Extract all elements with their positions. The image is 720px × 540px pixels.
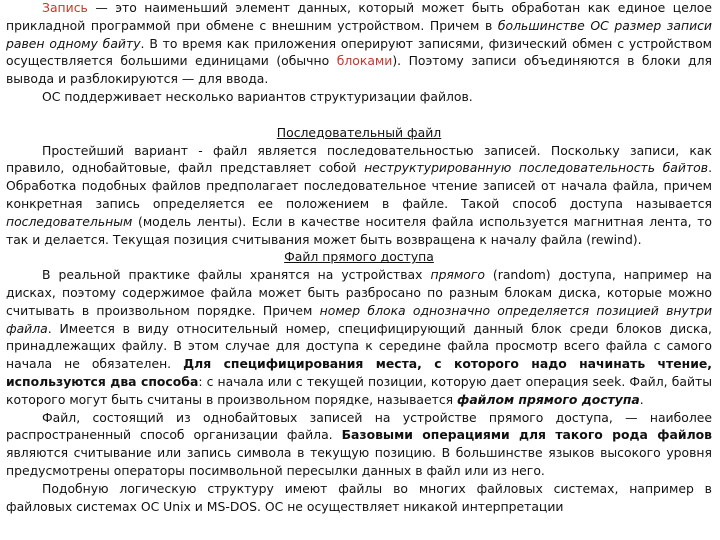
term-record: Запись (42, 0, 88, 15)
bold-italic-fragment: файлом прямого доступа (457, 391, 640, 407)
text-fragment: . Обработка подобных файлов предполагает последовательное чтение записей от начала файла, причем конкретная запись определяется ее положением в файле. Такой способ доступа называется (6, 160, 713, 211)
text-fragment: (random) доступа, например на дисках, поэтому содержимое файла может быть разбросано по разным блокам диска, которые можно считывать в произвольном порядке. Причем (6, 267, 712, 318)
blank-line (6, 106, 712, 124)
paragraph-record-definition (6, 0, 712, 88)
term-blocks: блоками (336, 53, 393, 69)
text-fragment: . В то время как приложения оперируют записями, физический обмен с устройством осуществляется большими единицами (обычно (6, 35, 712, 69)
text-fragment: Простейший вариант - файл является последовательностью записей. Поскольку записи, как правило, однобайтовые, файл представляет собой (6, 142, 712, 176)
text-fragment: являются считывание или запись символа в текущую позицию. В большинстве языков высокого уровня предусмотрены операторы посимвольной пересылки данных в файл или из него. (6, 445, 712, 478)
text-fragment: — это наименьший элемент данных, который может быть обработан как единое целое прикладной программой при обмене с внешним устройством. Причем в (6, 0, 712, 33)
paragraph-structuring: ОС поддерживает несколько вариантов структуризации файлов. (42, 88, 473, 104)
bold-fragment: Для специфицирования места, с которого надо начинать чтение, используются два способа (6, 356, 712, 389)
italic-fragment: неструктурированную последовательность байтов (364, 160, 709, 176)
italic-fragment: большинстве ОС размер записи равен одному байту (6, 17, 712, 51)
italic-fragment: номер блока однозначно определяется позицией внутри файла (6, 302, 712, 336)
paragraph-logical-structure: Подобную логическую структуру имеют файлы во многих файловых системах, например в файловых системах ОС Unix и MS-DOS. ОС не осуществляет никакой интерпретации (6, 480, 712, 514)
heading-sequential-file: Последовательный файл (276, 124, 442, 140)
text-fragment: : с начала или с текущей позиции, которую дает операция seek. Файл, байты которого могут быть считаны в произвольном порядке, называется (6, 373, 712, 407)
paragraph-byte-file (6, 409, 712, 480)
text-fragment: . (639, 391, 644, 407)
text-fragment: . Имеется в виду относительный номер, специфицирующий данный блок среди блоков диска, принадлежащих файлу. В этом случае для доступа к середине файла просмотр всего файла с самого начала не обязателен. (6, 320, 712, 372)
paragraph-sequential (6, 142, 712, 249)
text-fragment: (модель ленты). Если в качестве носителя файла используется магнитная лента, то так и делается. Текущая позиция считывания может быть возвращена к началу файла (rewind). (6, 213, 712, 247)
paragraph-direct-access (6, 266, 712, 408)
bold-fragment: Базовыми операциями для такого рода файлов (341, 427, 712, 443)
text-fragment: ). Поэтому записи объединяются в блоки для вывода и разблокируются — для ввода. (6, 53, 712, 87)
heading-direct-access-file: Файл прямого доступа (284, 249, 434, 265)
italic-fragment: прямого (430, 267, 485, 283)
italic-fragment: последовательным (6, 213, 133, 229)
text-fragment: Файл, состоящий из однобайтовых записей на устройстве прямого доступа, — наиболее распространенный способ организации файла. (6, 409, 712, 443)
text-fragment: В реальной практике файлы хранятся на устройствах (42, 267, 431, 283)
